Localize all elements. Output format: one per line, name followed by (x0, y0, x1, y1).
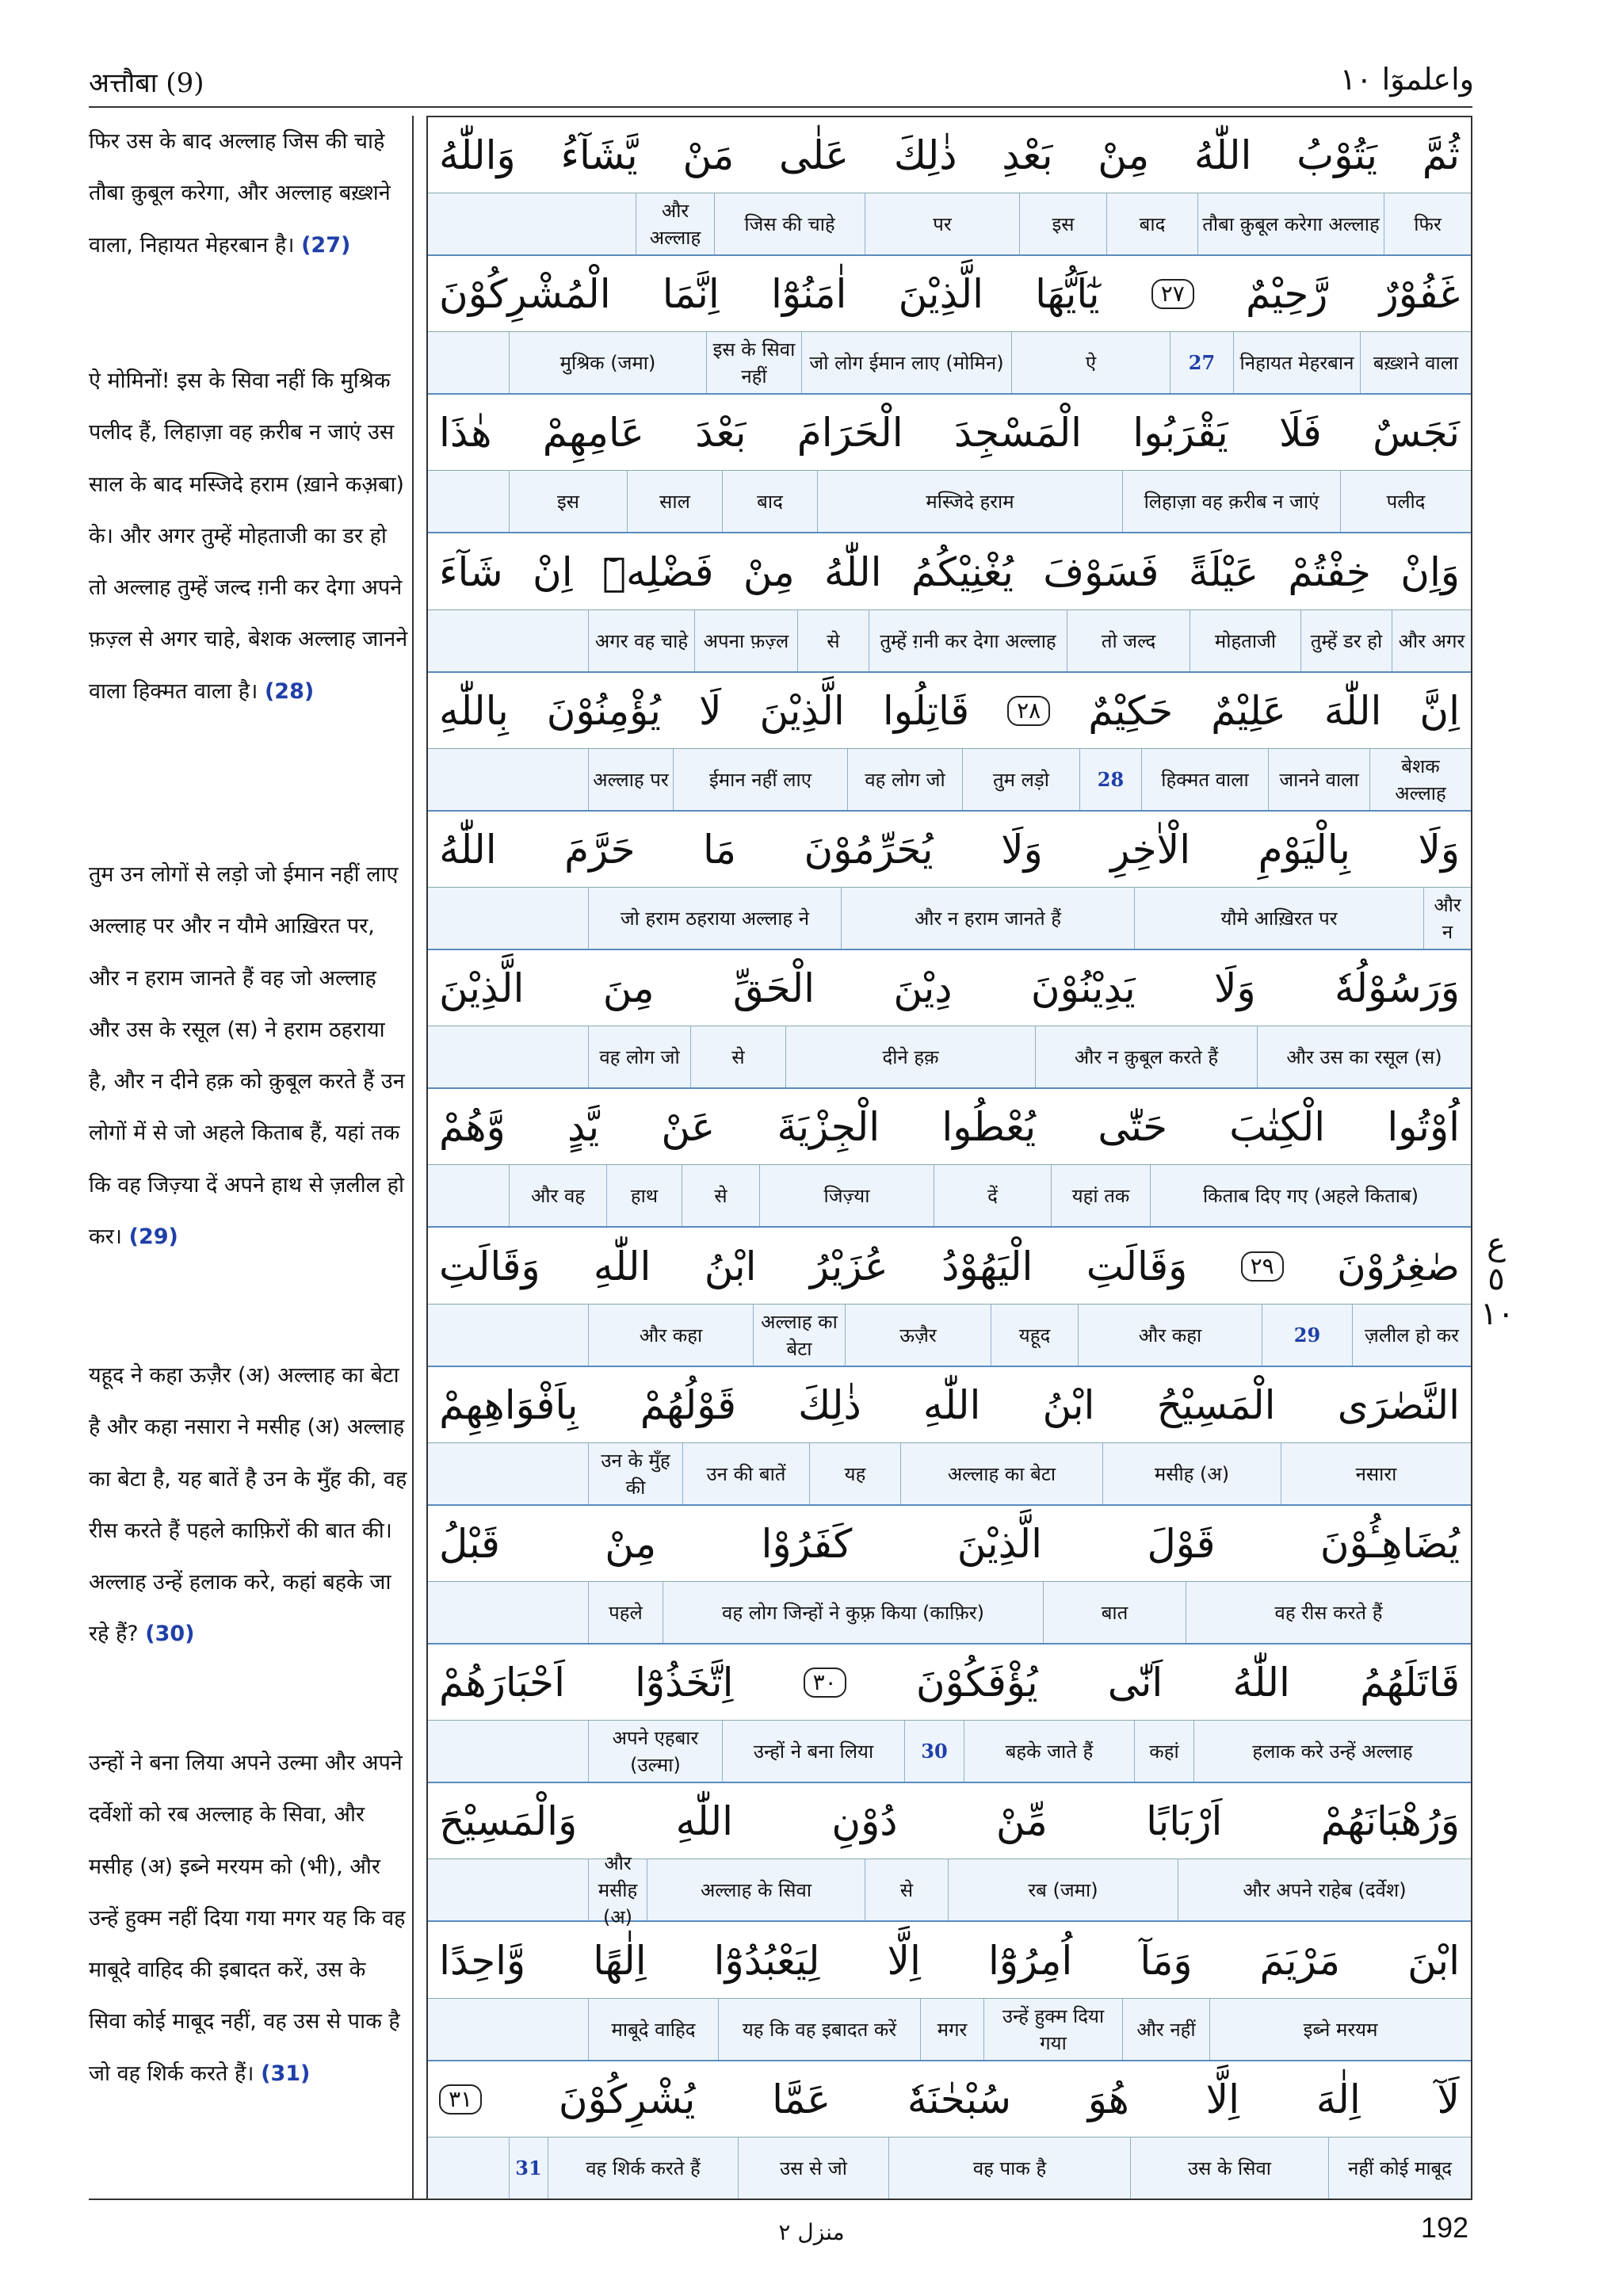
arabic-word: وَالْمَسِيْحَ (439, 1797, 578, 1844)
word-meaning-cell: पलीद (1340, 471, 1471, 532)
arabic-word: الَّذِيْنَ (439, 965, 525, 1011)
word-meaning-cell: वह रीस करते हैं (1186, 1582, 1471, 1643)
word-meaning-cell: तुम्हें डर हो (1300, 610, 1392, 671)
arabic-word: يُضَاهِـُٔوْنَ (1319, 1520, 1460, 1567)
word-meaning-cell: मुश्रिक (जमा) (509, 332, 706, 393)
word-meaning-cell: अपना फ़ज़्ल (694, 610, 797, 671)
word-meaning-cell: और अगर (1392, 610, 1471, 671)
arabic-row (428, 1783, 1471, 1859)
arabic-word: بِاَفْوَاهِهِمْ (439, 1381, 579, 1428)
translation-row (428, 471, 1471, 533)
arabic-word: الْكِتٰبَ (1229, 1103, 1326, 1150)
arabic-word: مَنْ (682, 132, 735, 178)
word-meaning-cell: बात (1043, 1582, 1186, 1643)
verse-number: (27) (301, 232, 351, 258)
arabic-word: اِنَّمَا (662, 270, 720, 317)
arabic-word: هُوَ (1087, 2076, 1129, 2122)
arabic-word: شَآءَ (439, 548, 503, 595)
arabic-word: اللّٰهِ (593, 1243, 651, 1289)
word-meaning-cell: बहके जाते हैं (964, 1721, 1134, 1782)
word-meaning-cell: पर (865, 193, 1019, 254)
translation-row (428, 2137, 1471, 2200)
arabic-row (428, 1923, 1471, 1999)
ayah-end-marker: ٢٧ (1151, 279, 1194, 309)
arabic-word: وَّاحِدًا (439, 1937, 526, 1984)
word-meaning-cell: यहूद (991, 1305, 1078, 1366)
word-meaning-cell: हाथ (606, 1165, 682, 1226)
arabic-row (428, 1367, 1471, 1443)
arabic-word: الَّذِيْنَ (898, 270, 983, 317)
word-meaning-cell: वह पाक है (888, 2137, 1130, 2199)
arabic-word: الَّذِيْنَ (957, 1520, 1043, 1567)
word-meaning-cell: और अपने राहेब (दर्वेश) (1178, 1859, 1471, 1920)
word-meaning-cell: उन की बातें (682, 1443, 809, 1504)
word-meaning-cell: उन्हों ने बना लिया (722, 1721, 904, 1782)
arabic-word: قَبْلُ (439, 1520, 500, 1567)
arabic-row (428, 1506, 1471, 1582)
word-meaning-cell: जानने वाला (1268, 749, 1369, 810)
arabic-word: يَّدٍ (567, 1103, 600, 1150)
word-meaning-cell: फिर (1384, 193, 1471, 254)
word-meaning-cell: किताब दिए गए (अहले किताब) (1150, 1165, 1471, 1226)
arabic-word: فَضْلِهٖٓ (601, 548, 714, 595)
arabic-word: اَنّٰى (1107, 1659, 1163, 1706)
arabic-word: اُوْتُوا (1387, 1103, 1460, 1150)
arabic-word: الْيَهُوْدُ (941, 1243, 1033, 1289)
word-meaning-cell: ज़लील हो कर (1352, 1305, 1471, 1366)
arabic-row (428, 256, 1471, 332)
word-meaning-cell: और मसीह (अ) (588, 1859, 647, 1920)
arabic-word: وَقَالَتِ (1086, 1243, 1188, 1289)
arabic-word: وَلَا (1418, 826, 1460, 873)
word-meaning-cell: से (690, 1026, 785, 1087)
juz-header: واعلموٓا ١٠ (1339, 62, 1474, 97)
arabic-word: اِنَّ (1419, 687, 1460, 734)
word-meaning-cell: से (797, 610, 869, 671)
arabic-word: ابْنُ (1042, 1381, 1095, 1428)
arabic-word: وَلَا (1001, 826, 1043, 873)
ayah-end-marker: ٢٨ (1007, 696, 1050, 726)
arabic-word: يُغْنِيْكُمُ (911, 548, 1014, 595)
word-meaning-cell: उस से जो (738, 2137, 888, 2199)
arabic-word: قَوْلُهُمْ (640, 1381, 736, 1428)
arabic-word: لِيَعْبُدُوْٓا (713, 1937, 820, 1984)
arabic-word: اِلَّا (1205, 2076, 1240, 2122)
arabic-row (428, 2061, 1471, 2137)
word-meaning-cell: निहायत मेहरबान (1233, 332, 1360, 393)
arabic-word: دُوْنِ (831, 1797, 898, 1844)
arabic-word: الَّذِيْنَ (759, 687, 845, 734)
arabic-word: وَاِنْ (1400, 548, 1460, 595)
arabic-word: الْحَرَامَ (796, 409, 903, 456)
arabic-word: مَرْيَمَ (1259, 1937, 1341, 1984)
arabic-word: اللّٰهُ (824, 548, 882, 595)
arabic-word: يُشْرِكُوْنَ (558, 2076, 696, 2122)
word-meaning-cell: इब्ने मरयम (1209, 1999, 1471, 2060)
arabic-row (428, 534, 1471, 610)
arabic-word: يُحَرِّمُوْنَ (804, 826, 934, 873)
word-meaning-cell: नहीं कोई माबूद (1328, 2137, 1471, 2199)
arabic-word: اللّٰهُ (1232, 1659, 1290, 1706)
word-meaning-cell: लिहाज़ा वह क़रीब न जाएं (1122, 471, 1340, 532)
word-meaning-cell: वह लोग जो (847, 749, 962, 810)
arabic-word: وَمَآ (1140, 1937, 1193, 1984)
arabic-word: لَا (698, 687, 722, 734)
word-meaning-cell: से (865, 1859, 948, 1920)
arabic-word: ابْنَ (1407, 1937, 1460, 1984)
word-meaning-cell: यह कि वह इबादत करें (718, 1999, 920, 2060)
translation-row (428, 1582, 1471, 1645)
translation-row (428, 1165, 1471, 1228)
arabic-word: يَتُوْبُ (1296, 132, 1378, 178)
arabic-word: يَقْرَبُوا (1132, 409, 1228, 456)
word-meaning-cell: दें (934, 1165, 1051, 1226)
word-meaning-cell: उस के सिवा (1130, 2137, 1328, 2199)
translation-row (428, 1851, 1471, 1928)
arabic-word: اللّٰهِ (922, 1381, 981, 1428)
arabic-word: يَّشَآءُ (560, 132, 638, 178)
word-meaning-cell: हिक्मत वाला (1141, 749, 1268, 810)
arabic-word: يَدِيْنُوْنَ (1030, 965, 1136, 1011)
word-meaning-cell: और वह (509, 1165, 606, 1226)
translation-paragraph-31: उन्हों ने बना लिया अपने उल्मा और अपने दर्वेशों को रब अल्लाह के सिवा, और मसीह (अ) इब्ने मरयम को (भी), और उन्हें हुक्म नहीं दिया गया मगर यह कि वह माबूदे वाहिद की इबादत करें, उस के सिवा कोई माबूद नहीं, वह उस से पाक है जो वह शिर्क करते हैं। (31) (89, 1751, 406, 2086)
arabic-word: اِنْ (533, 548, 573, 595)
verse-number-cell: 30 (904, 1721, 964, 1782)
arabic-word: فَلَا (1279, 409, 1322, 456)
verse-number: (31) (261, 2061, 311, 2086)
word-meaning-cell: और अल्लाह (636, 193, 714, 254)
word-meaning-cell: और उस का रसूल (स) (1257, 1026, 1471, 1087)
arabic-word: مِنْ (605, 1520, 657, 1567)
translation-row (428, 1026, 1471, 1089)
arabic-word: اَرْبَابًا (1146, 1797, 1223, 1844)
word-meaning-cell: और कहा (1078, 1305, 1262, 1366)
arabic-word: بَعْدَ (695, 409, 747, 456)
translation-row (428, 1999, 1471, 2061)
word-meaning-cell: ऊज़ैर (845, 1305, 991, 1366)
arabic-word: قَاتِلُوا (882, 687, 970, 734)
arabic-word: يٰٓاَيُّهَا (1035, 270, 1100, 317)
word-meaning-cell: इस के सिवा नहीं (706, 332, 801, 393)
word-meaning-cell: तुम्हें ग़नी कर देगा अल्लाह (869, 610, 1067, 671)
arabic-row (428, 673, 1471, 749)
word-meaning-cell: तौबा क़ुबूल करेगा अल्लाह (1197, 193, 1384, 254)
verse-number-cell: 31 (509, 2137, 548, 2199)
word-meaning-cell: अल्लाह का बेटा (753, 1305, 845, 1366)
word-meaning-cell: ऐ (1011, 332, 1170, 393)
arabic-word: وَّهُمْ (439, 1103, 506, 1150)
word-meaning-cell: तो जल्द (1067, 610, 1190, 671)
arabic-word: غَفُوْرٌ (1379, 270, 1460, 317)
arabic-word: وَرَسُوْلُهٗ (1334, 965, 1460, 1011)
word-meaning-cell: मसीह (अ) (1102, 1443, 1281, 1504)
arabic-word: اِتَّخَذُوْٓا (635, 1659, 734, 1706)
word-meaning-cell: बाद (1106, 193, 1197, 254)
word-meaning-cell: उन के मुँह की (588, 1443, 682, 1504)
translation-row (428, 1305, 1471, 1367)
arabic-row (428, 395, 1471, 471)
arabic-word: الْمَسِيْحُ (1156, 1381, 1276, 1428)
word-meaning-cell: इस (509, 471, 627, 532)
arabic-word: حَرَّمَ (564, 826, 636, 873)
arabic-row (428, 1645, 1471, 1721)
arabic-word: وَلَا (1213, 965, 1256, 1011)
word-meaning-cell: बेशक अल्लाह (1369, 749, 1471, 810)
arabic-word: نَجَسٌ (1373, 409, 1460, 456)
arabic-word: اللّٰهُ (1193, 132, 1252, 178)
arabic-word: الْاٰخِرِ (1110, 826, 1191, 873)
translation-row (428, 888, 1471, 950)
translation-paragraph-28: ऐ मोमिनों! इस के सिवा नहीं कि मुश्रिक पलीद हैं, लिहाज़ा वह क़रीब न जाएं उस साल के बाद मस्जिदे हराम (ख़ाने कअ़बा) के। और अगर तुम्हें मोहताजी का डर हो तो अल्लाह तुम्हें जल्द ग़नी कर देगा अपने फ़ज़्ल से अगर चाहे, बेशक अल्लाह जानने वाला हिक्मत वाला है। (28) (89, 369, 408, 704)
arabic-word: الْحَقِّ (732, 965, 815, 1011)
word-meaning-cell: मस्जिदे हराम (817, 471, 1122, 532)
arabic-row (428, 117, 1471, 193)
arabic-word: ابْنُ (704, 1243, 757, 1289)
arabic-word: عَيْلَةً (1188, 548, 1259, 595)
word-meaning-cell: अपने एहबार (उल्मा) (588, 1721, 722, 1782)
word-meaning-cell: नसारा (1281, 1443, 1471, 1504)
arabic-word: يُعْطُوا (941, 1103, 1037, 1150)
translation-row (428, 749, 1471, 812)
arabic-word: هٰذَا (439, 409, 492, 456)
word-meaning-cell: और न हराम जानते हैं (841, 888, 1134, 949)
word-meaning-cell: माबूदे वाहिद (588, 1999, 718, 2060)
arabic-word: مَا (702, 826, 737, 873)
arabic-word: اللّٰهَ (1323, 687, 1382, 734)
arabic-word: ذٰلِكَ (798, 1381, 861, 1428)
arabic-word: عَامِهِمْ (542, 409, 644, 456)
arabic-word: اِلٰهَ (1316, 2076, 1361, 2122)
manzil-label: منزل ٢ (778, 2219, 845, 2245)
arabic-word: حَكِيْمٌ (1088, 687, 1174, 734)
arabic-row (428, 1228, 1471, 1305)
word-meaning-cell: बाद (722, 471, 817, 532)
arabic-word: اللّٰهُ (439, 826, 497, 873)
arabic-word: صٰغِرُوْنَ (1336, 1243, 1460, 1289)
arabic-word: ذٰلِكَ (893, 132, 957, 178)
arabic-word: عَلِيْمٌ (1211, 687, 1286, 734)
ayah-end-marker: ٢٩ (1241, 1251, 1284, 1282)
arabic-word: عَنْ (661, 1103, 716, 1150)
arabic-word: يُؤْمِنُوْنَ (546, 687, 661, 734)
arabic-word: سُبْحٰنَهٗ (907, 2076, 1011, 2122)
translation-paragraph-29: तुम उन लोगों से लड़ो जो ईमान नहीं लाए अल्लाह पर और न यौमे आख़िरत पर, और न हराम जानते हैं वह जो अल्लाह और उस के रसूल (स) ने हराम ठहराया है, और न दीने हक़ को क़ुबूल करते हैं उन लोगों में से जो अहले किताब हैं, यहां तक कि वह जिज़्या दें अपने हाथ से ज़लील हो कर। (29) (89, 862, 405, 1250)
translation-row (428, 332, 1471, 395)
arabic-word: عَمَّا (772, 2076, 831, 2122)
translation-row (428, 1721, 1471, 1783)
word-meaning-cell: तुम लड़ो (962, 749, 1079, 810)
arabic-word: ثُمَّ (1422, 132, 1460, 178)
verse-number: (29) (128, 1224, 178, 1250)
arabic-word: لَآ (1437, 2076, 1460, 2122)
word-meaning-cell: और नहीं (1122, 1999, 1209, 2060)
translation-column (89, 116, 414, 2199)
arabic-word: مِنْ (743, 548, 795, 595)
verse-number: (28) (264, 678, 315, 704)
ruku-marker: ع ٥ ١٠ (1480, 1226, 1514, 1332)
word-meaning-cell: साल (627, 471, 722, 532)
word-meaning-cell: अल्लाह के सिवा (647, 1859, 865, 1920)
word-meaning-cell: जिस की चाहे (714, 193, 865, 254)
word-meaning-cell: यह (809, 1443, 900, 1504)
word-meaning-cell: दीने हक़ (785, 1026, 1035, 1087)
ayah-end-marker: ٣١ (439, 2084, 482, 2115)
arabic-word: رَّحِيْمٌ (1245, 270, 1328, 317)
arabic-word: مِّنْ (995, 1797, 1048, 1844)
arabic-word: وَقَالَتِ (439, 1243, 540, 1289)
translation-row (428, 1443, 1471, 1506)
arabic-word: الْمُشْرِكُوْنَ (439, 270, 611, 317)
arabic-row (428, 1089, 1471, 1165)
arabic-word: اُمِرُوْٓا (987, 1937, 1073, 1984)
word-meaning-cell: वह लोग जो (588, 1026, 690, 1087)
arabic-word: قَاتَلَهُمُ (1360, 1659, 1460, 1706)
arabic-word: الْمَسْجِدَ (953, 409, 1083, 456)
word-meaning-cell: बख़्शने वाला (1360, 332, 1471, 393)
verse-number-cell: 28 (1079, 749, 1141, 810)
verse-number: (30) (145, 1622, 195, 1647)
translation-paragraph-30: यहूद ने कहा ऊज़ैर (अ) अल्लाह का बेटा है और कहा नसारा ने मसीह (अ) अल्लाह का बेटा है, यह बातें है उन के मुँह की, वह रीस करते हैं पहले काफ़िरों की बात की। अल्लाह उन्हें हलाक करे, कहां बहके जा रहे हैं? (30) (89, 1363, 407, 1647)
arabic-word: عَلٰى (779, 132, 850, 178)
word-meaning-cell: अगर वह चाहे (588, 610, 694, 671)
arabic-word: عُزَيْرُ (809, 1243, 888, 1289)
word-meaning-cell: और न (1423, 888, 1471, 949)
header-divider (89, 106, 1472, 108)
arabic-word: النَّصٰرَى (1337, 1381, 1460, 1428)
word-meaning-cell: यौमे आख़िरत पर (1134, 888, 1423, 949)
word-meaning-cell: अल्लाह का बेटा (900, 1443, 1102, 1504)
word-meaning-cell: और कहा (588, 1305, 753, 1366)
arabic-word: اِلَّا (887, 1937, 921, 1984)
arabic-word: مِنَ (602, 965, 655, 1011)
arabic-row (428, 950, 1471, 1026)
word-meaning-cell: यहां तक (1051, 1165, 1150, 1226)
arabic-word: دِيْنَ (893, 965, 953, 1011)
verse-number-cell: 27 (1170, 332, 1233, 393)
word-meaning-cell: जो हराम ठहराया अल्लाह ने (588, 888, 841, 949)
arabic-word: اللّٰهِ (675, 1797, 734, 1844)
word-meaning-cell: वह लोग जिन्हों ने कुफ़्र किया (काफ़िर) (663, 1582, 1043, 1643)
arabic-word: فَسَوْفَ (1043, 548, 1159, 595)
arabic-word: وَرُهْبَانَهُمْ (1320, 1797, 1460, 1844)
word-meaning-cell: मोहताजी (1190, 610, 1300, 671)
word-meaning-cell: उन्हें हुक्म दिया गया (983, 1999, 1122, 2060)
word-meaning-cell: जिज़्या (759, 1165, 934, 1226)
arabic-word: حَتّٰى (1098, 1103, 1167, 1150)
translation-paragraph-27: फिर उस के बाद अल्लाह जिस की चाहे तौबा क़ुबूल करेगा, और अल्लाह बख़्शने वाला, निहायत मेहरबान है। (27) (89, 129, 391, 258)
arabic-word: يُؤْفَكُوْنَ (915, 1659, 1038, 1706)
word-meaning-cell: से (682, 1165, 759, 1226)
arabic-word: خِفْتُمْ (1288, 548, 1371, 595)
arabic-word: اٰمَنُوْٓا (770, 270, 847, 317)
word-meaning-cell: रब (जमा) (948, 1859, 1178, 1920)
arabic-word: وَاللّٰهُ (439, 132, 516, 178)
word-meaning-cell: ईमान नहीं लाए (673, 749, 847, 810)
word-meaning-cell: कहां (1134, 1721, 1193, 1782)
word-meaning-cell: मगर (920, 1999, 983, 2060)
arabic-word: بَعْدِ (1002, 132, 1053, 178)
arabic-word: بِالْيَوْمِ (1258, 826, 1350, 873)
page-number: 192 (1420, 2211, 1468, 2244)
surah-header: अत्तौबा (9) (89, 67, 204, 99)
arabic-word: كَفَرُوْا (761, 1520, 853, 1567)
word-meaning-cell: अल्लाह पर (588, 749, 673, 810)
arabic-word: قَوْلَ (1147, 1520, 1216, 1567)
word-by-word-grid (426, 116, 1472, 2199)
arabic-word: اِلٰهًا (593, 1937, 647, 1984)
arabic-word: بِاللّٰهِ (439, 687, 509, 734)
word-meaning-cell: पहले (588, 1582, 663, 1643)
word-meaning-cell: और न क़ुबूल करते हैं (1035, 1026, 1257, 1087)
footer-divider (89, 2199, 1472, 2200)
word-meaning-cell: वह शिर्क करते हैं (548, 2137, 738, 2199)
arabic-word: مِنْ (1098, 132, 1150, 178)
word-meaning-cell: हलाक करे उन्हें अल्लाह (1193, 1721, 1471, 1782)
word-meaning-cell: इस (1019, 193, 1106, 254)
arabic-word: اَحْبَارَهُمْ (439, 1659, 565, 1706)
verse-number-cell: 29 (1262, 1305, 1352, 1366)
translation-row (428, 193, 1471, 256)
ayah-end-marker: ٣٠ (804, 1668, 846, 1698)
arabic-word: الْجِزْيَةَ (777, 1103, 880, 1150)
word-meaning-cell: जो लोग ईमान लाए (मोमिन) (801, 332, 1011, 393)
arabic-row (428, 812, 1471, 888)
translation-row (428, 610, 1471, 673)
